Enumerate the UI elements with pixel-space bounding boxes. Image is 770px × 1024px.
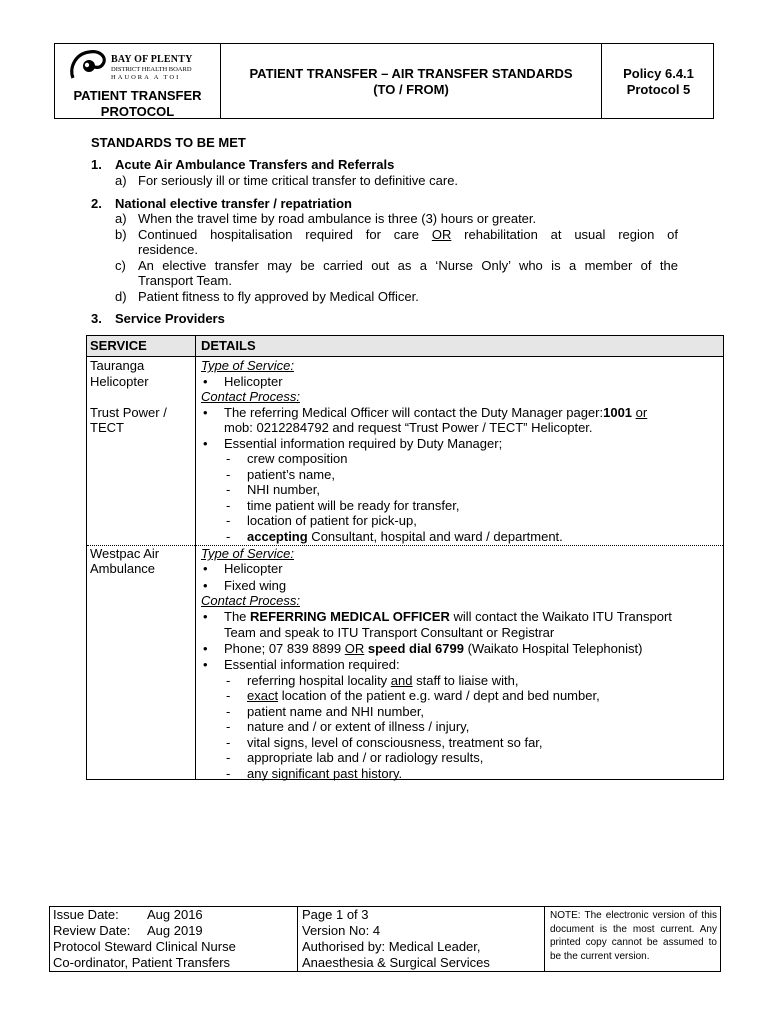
title-line-1: PATIENT TRANSFER – AIR TRANSFER STANDARDS xyxy=(249,66,573,81)
section-1-a-text: For seriously ill or time critical transfer to definitive care. xyxy=(138,173,459,188)
protocol-steward-line-2: Co-ordinator, Patient Transfers xyxy=(53,955,231,970)
section-2-b-text-cont: residence. xyxy=(138,242,198,257)
bullet-icon: • xyxy=(203,405,208,420)
essential-info-heading: Essential information required: xyxy=(224,657,400,672)
policy-number xyxy=(602,66,715,98)
section-3-title: Service Providers xyxy=(115,311,225,326)
document-header xyxy=(54,43,714,119)
section-2-a-text: When the travel time by road ambulance is three (3) hours or greater. xyxy=(138,211,537,226)
bullet-icon: • xyxy=(203,561,208,576)
version-number: Version No: 4 xyxy=(302,923,381,938)
left-title-line-1: PATIENT TRANSFER xyxy=(73,88,202,103)
dash-icon: - xyxy=(226,498,231,513)
contact-step-1-cont: mob: 0212284792 and request “Trust Power / TECT” Helicopter. xyxy=(224,420,593,435)
table-header-row xyxy=(87,336,723,357)
footer-divider xyxy=(297,907,298,971)
info-item: accepting Consultant, hospital and ward / department. xyxy=(247,529,563,544)
type-item-fixed-wing: Fixed wing xyxy=(224,578,287,593)
logo-line-1: BAY OF PLENTY xyxy=(111,54,193,65)
dash-icon: - xyxy=(226,451,231,466)
essential-info-heading: Essential information required by Duty Manager; xyxy=(224,436,503,451)
logo-line-3: HAUORA A TOI xyxy=(111,74,181,81)
dash-icon: - xyxy=(226,529,231,544)
info-item: patient name and NHI number, xyxy=(247,704,425,719)
service-trustpower-line-2: TECT xyxy=(90,420,124,435)
section-1-title: Acute Air Ambulance Transfers and Referrals xyxy=(115,157,395,172)
type-item-helicopter: Helicopter xyxy=(224,374,283,389)
bop-dhb-logo xyxy=(67,48,217,84)
bullet-icon: • xyxy=(203,374,208,389)
header-right-cell xyxy=(601,44,715,118)
policy-line-1: Policy 6.4.1 xyxy=(623,66,694,81)
info-item: appropriate lab and / or radiology results, xyxy=(247,750,484,765)
type-of-service-label: Type of Service: xyxy=(201,546,294,561)
dash-icon: - xyxy=(226,719,231,734)
contact-step-1: The referring Medical Officer will contact the Duty Manager pager:1001 or xyxy=(224,405,648,420)
service-tauranga-line-1: Tauranga xyxy=(90,358,145,373)
authorised-by-line-1: Authorised by: Medical Leader, xyxy=(302,939,481,954)
or-emphasis: OR xyxy=(431,227,452,242)
dash-icon: - xyxy=(226,673,231,688)
type-item-helicopter: Helicopter xyxy=(224,561,283,576)
logo-swirl-icon xyxy=(67,48,109,84)
section-2-b-letter: b) xyxy=(115,227,127,242)
section-2-title: National elective transfer / repatriation xyxy=(115,196,352,211)
dash-icon: - xyxy=(226,482,231,497)
bullet-icon: • xyxy=(203,609,208,624)
standards-heading: STANDARDS TO BE MET xyxy=(91,135,246,150)
protocol-steward-line-1: Protocol Steward Clinical Nurse xyxy=(53,939,236,954)
contact-process-label: Contact Process: xyxy=(201,593,300,608)
review-date-value: Aug 2019 xyxy=(147,923,203,938)
service-trustpower-line-1: Trust Power / xyxy=(90,405,167,420)
bullet-icon: • xyxy=(203,641,208,656)
footer-note: NOTE: The electronic version of this document is the most current. Any printed copy cannot be assumed to be the current version. xyxy=(550,910,717,962)
section-1-a-letter: a) xyxy=(115,173,127,188)
header-left-cell xyxy=(55,44,221,118)
contact-step-1: The REFERRING MEDICAL OFFICER will contact the Waikato ITU Transport xyxy=(224,609,672,624)
bullet-icon: • xyxy=(203,436,208,451)
dash-icon: - xyxy=(226,688,231,703)
dash-icon: - xyxy=(226,735,231,750)
section-1-number: 1. xyxy=(91,157,102,172)
authorised-by-line-2: Anaesthesia & Surgical Services xyxy=(302,955,490,970)
info-item: time patient will be ready for transfer, xyxy=(247,498,460,513)
type-of-service-label: Type of Service: xyxy=(201,358,294,373)
info-item: exact location of the patient e.g. ward / dept and bed number, xyxy=(247,688,600,703)
section-2-b-text: Continued hospitalisation required for care OR rehabilitation at usual region of xyxy=(138,227,678,242)
section-2-d-letter: d) xyxy=(115,289,127,304)
info-item: referring hospital locality and staff to liaise with, xyxy=(247,673,519,688)
section-2-d-text: Patient fitness to fly approved by Medical Officer. xyxy=(138,289,419,304)
review-date-label: Review Date: xyxy=(53,923,131,938)
dash-icon: - xyxy=(226,513,231,528)
policy-line-2: Protocol 5 xyxy=(626,82,691,97)
section-2-c-letter: c) xyxy=(115,258,126,273)
footer-divider xyxy=(544,907,545,971)
service-tauranga-line-2: Helicopter xyxy=(90,374,149,389)
contact-step-1-cont: Team and speak to ITU Transport Consultant or Registrar xyxy=(224,625,555,640)
info-item: location of patient for pick-up, xyxy=(247,513,417,528)
page-number: Page 1 of 3 xyxy=(302,907,369,922)
info-item: crew composition xyxy=(247,451,348,466)
table-column-divider xyxy=(195,336,196,779)
info-item: nature and / or extent of illness / injury, xyxy=(247,719,470,734)
service-westpac-line-1: Westpac Air xyxy=(90,546,160,561)
column-header-service: SERVICE xyxy=(90,338,147,353)
dash-icon: - xyxy=(226,467,231,482)
dash-icon: - xyxy=(226,750,231,765)
section-2-c-text: An elective transfer may be carried out as a ‘Nurse Only’ who is a member of the xyxy=(138,258,678,273)
info-item: patient’s name, xyxy=(247,467,335,482)
service-westpac-line-2: Ambulance xyxy=(90,561,156,576)
document-title xyxy=(225,66,597,98)
left-title-line-2: PROTOCOL xyxy=(100,104,175,119)
issue-date-value: Aug 2016 xyxy=(147,907,203,922)
dash-icon: - xyxy=(226,704,231,719)
info-item: vital signs, level of consciousness, treatment so far, xyxy=(247,735,543,750)
section-3-number: 3. xyxy=(91,311,102,326)
bullet-icon: • xyxy=(203,657,208,672)
section-2-a-letter: a) xyxy=(115,211,127,226)
bullet-icon: • xyxy=(203,578,208,593)
title-line-2: (TO / FROM) xyxy=(373,82,449,97)
info-item: any significant past history. xyxy=(247,766,403,781)
contact-process-label: Contact Process: xyxy=(201,389,300,404)
contact-step-2-phone: Phone; 07 839 8899 OR speed dial 6799 (Waikato Hospital Telephonist) xyxy=(224,641,643,656)
dash-icon: - xyxy=(226,766,231,781)
table-row-separator xyxy=(87,545,723,546)
section-2-c-text-cont: Transport Team. xyxy=(138,273,232,288)
left-title xyxy=(55,88,220,120)
logo-line-2: DISTRICT HEALTH BOARD xyxy=(111,66,192,73)
issue-date-label: Issue Date: xyxy=(53,907,119,922)
info-item: NHI number, xyxy=(247,482,320,497)
column-header-details: DETAILS xyxy=(201,338,256,353)
section-2-number: 2. xyxy=(91,196,102,211)
